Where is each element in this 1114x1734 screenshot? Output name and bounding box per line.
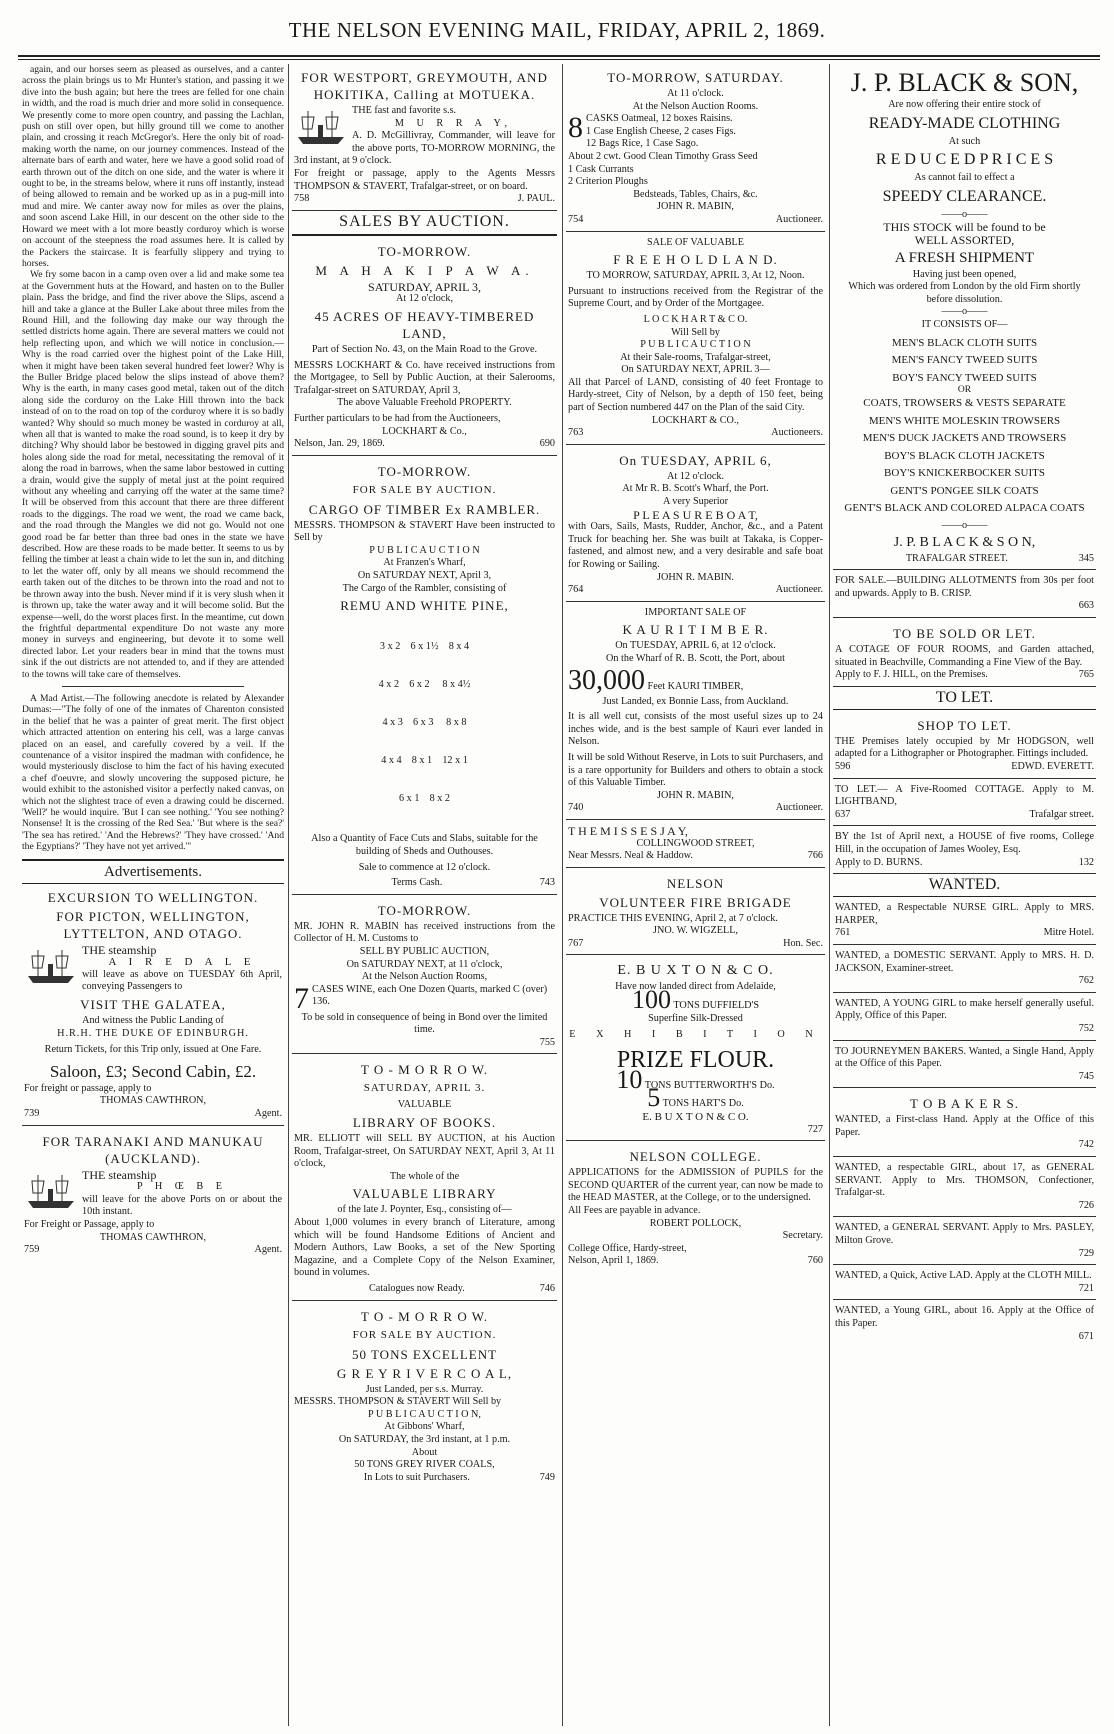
ad-text: At 12 o'clock, bbox=[395, 293, 453, 305]
ad-heading: G R E Y R I V E R C O A L, bbox=[336, 1365, 513, 1381]
size-row: 4 x 3 6 x 3 8 x 8 bbox=[382, 717, 467, 728]
ad-number: 726 bbox=[1078, 1199, 1094, 1211]
wanted-ad bbox=[833, 1302, 1096, 1347]
ad-text: A very Superior bbox=[662, 496, 729, 508]
wanted-ad bbox=[833, 947, 1096, 993]
size-row: 6 x 1 8 x 2 bbox=[399, 792, 450, 804]
ad-heading: M A H A K I P A W A. bbox=[315, 262, 534, 278]
ad-text: Feet KAURI TIMBER, bbox=[647, 680, 744, 692]
ad-text: MESSRS LOCKHART & Co. have received instructions from the Mortgagee, to Sell by Public Auction, at their Salerooms, Trafalgar-street on SATURDAY, April 3, bbox=[294, 359, 555, 396]
ad-text: Return Tickets, for this Trip only, issued at One Fare. bbox=[44, 1044, 262, 1056]
ad-text: Apply to D. BURNS. bbox=[835, 856, 923, 868]
ad-text: TO MORROW, SATURDAY, APRIL 3, At 12, Noon. bbox=[586, 270, 805, 282]
ad-number: 596 bbox=[835, 761, 851, 772]
ad-number: 345 bbox=[1078, 552, 1094, 564]
wanted-ad bbox=[833, 1219, 1096, 1265]
ad-signature: EDWD. EVERETT. bbox=[1011, 761, 1094, 772]
wanted-ad bbox=[833, 899, 1096, 945]
list-item: 2 Criterion Ploughs bbox=[568, 176, 648, 188]
wine-ad bbox=[292, 897, 557, 1055]
size-row: 4 x 4 8 x 1 12 x 1 bbox=[381, 754, 468, 766]
masthead: THE NELSON EVENING MAIL, FRIDAY, APRIL 2, 1869. bbox=[288, 18, 826, 42]
clothing-item: MEN'S DUCK JACKETS AND TROWSERS bbox=[862, 432, 1067, 445]
ad-number: 752 bbox=[1078, 1022, 1094, 1034]
wanted-ad bbox=[833, 995, 1096, 1041]
ad-text: Pursuant to instructions received from the Registrar of the Supreme Court, and by Order of the Mortgagee. bbox=[568, 285, 823, 310]
ad-number: 760 bbox=[807, 1255, 823, 1267]
ad-text: On SATURDAY NEXT, APRIL 3— bbox=[621, 364, 770, 376]
timber-ad bbox=[292, 458, 557, 895]
ad-text: As cannot fail to effect a bbox=[914, 172, 1015, 184]
ad-text: will leave for the above Ports on or about the 10th instant. bbox=[82, 1193, 282, 1218]
ad-text: Also a Quantity of Face Cuts and Slabs, suitable for the building of Sheds and Outhouses. bbox=[311, 833, 538, 857]
kauri-ad bbox=[566, 604, 825, 820]
ad-text: All that Parcel of LAND, consisting of 40 feet Frontage to Hardy-street, City of Nelson, by a depth of 150 feet, being part of Section numbered 447 on the Plan of the said City. bbox=[568, 376, 823, 414]
oatmeal-ad bbox=[566, 64, 825, 232]
ad-text: Auctioneers. bbox=[771, 427, 823, 439]
ad-text: THIS STOCK will be found to be bbox=[883, 220, 1046, 235]
ad-number: 663 bbox=[1078, 600, 1094, 612]
ad-text: TONS HART'S Do. bbox=[662, 1098, 744, 1110]
ad-text: TONS BUTTERWORTH'S Do. bbox=[644, 1079, 775, 1091]
ad-text: will leave as above on TUESDAY 6th April, conveying Passengers to bbox=[82, 968, 282, 993]
shop-to-let-ad bbox=[833, 712, 1096, 779]
ad-text: College Office, Hardy-street, bbox=[568, 1242, 687, 1254]
ad-heading: EXCURSION TO WELLINGTON. bbox=[47, 889, 259, 905]
article-paragraph: again, and our horses seem as pleased as ourselves, and a canter across the plain brings us to Mr Hunter's station, and passing it we dive into the bush again; but here the trees are felled for one chain in width, and the road is much drier and more solid in consequence. We presently come to more open country, and passing the Lachlan, push on still over open, but hilly ground till we come to another plain, and crossing it reach McGregor's. Here the only bit of road-making worth the name, on our journey commences. Instead of the alternate bars of earth and water, here we have a good solid road of earth thrown out of the ditch on one side, and the water is where it ought to be, in the streams below, where it runs off instantly, instead of being allowed to remain and be worked up as in a pug-mill into mud and mire. We canter away now for miles as over the plains, and soon ascend Lake Hill, in our descent on the other side to the Howard we meet with a lot more beastly corduroy which is worse on account of the steepness the road assumes here. It is called by the Packers the staircase. It is fearfully slippery and trying to horses. bbox=[22, 64, 284, 269]
list-item: 1 Cask Currants bbox=[568, 163, 634, 175]
ad-heading: TO-MORROW, SATURDAY. bbox=[607, 70, 784, 85]
big-number: 30,000 bbox=[568, 664, 645, 696]
ad-signature: JOHN R. MABIN. bbox=[657, 571, 734, 583]
ad-text: Will Sell by bbox=[671, 326, 720, 338]
ad-text: with Oars, Sails, Masts, Rudder, Anchor, &c., and a Patent Truck for beaching her. She was built at Takaka, is Copper-fastened, and almost new, and a very desirable and safe boat for Rowing or Sailing. bbox=[568, 521, 823, 570]
ad-signature: J. PAUL. bbox=[517, 193, 555, 205]
ad-number: 742 bbox=[1078, 1139, 1094, 1151]
timber-sizes bbox=[294, 616, 555, 830]
ad-heading: On TUESDAY, APRIL 6, bbox=[619, 452, 772, 468]
fares: Saloon, £3; Second Cabin, £2. bbox=[49, 1061, 257, 1081]
column-divider bbox=[562, 64, 563, 1726]
ad-text: Further particulars to be had from the Auctioneers, bbox=[294, 412, 501, 424]
ad-text: 50 TONS GREY RIVER COALS, bbox=[354, 1459, 495, 1471]
ad-text: At the Nelson Auction Rooms. bbox=[632, 100, 759, 112]
ad-text: Superfine Silk-Dressed bbox=[648, 1012, 743, 1024]
ad-heading: SATURDAY, APRIL 3. bbox=[363, 1082, 486, 1095]
ad-heading: R E D U C E D P R I C E S bbox=[875, 151, 1054, 169]
ad-text: Which was ordered from London by the old Firm shortly before dissolution. bbox=[848, 281, 1081, 305]
black-and-son-ad bbox=[833, 64, 1096, 570]
ad-heading: FOR SALE BY AUCTION. bbox=[352, 483, 497, 496]
ad-text: Nelson, April 1, 1869. bbox=[568, 1255, 659, 1267]
wanted-heading: WANTED. bbox=[833, 876, 1096, 897]
clothing-item: MEN'S WHITE MOLESKIN TROWSERS bbox=[868, 414, 1061, 427]
jay-ad bbox=[566, 822, 825, 868]
ad-text: P U B L I C A U C T I O N, bbox=[368, 1408, 481, 1420]
clothing-item: MEN'S BLACK CLOTH SUITS bbox=[891, 336, 1038, 349]
ad-number: 762 bbox=[1078, 975, 1094, 987]
ad-heading: VOLUNTEER FIRE BRIGADE bbox=[599, 894, 792, 910]
ad-text: Just Landed, ex Bonnie Lass, from Auckland. bbox=[602, 695, 789, 707]
ad-text: WANTED, a First-class Hand. Apply at the Office of this Paper. bbox=[835, 1114, 1094, 1138]
ad-text: A COTAGE OF FOUR ROOMS, and Garden attached, situated in Beachville, Commanding a Fine View of the Bay. bbox=[835, 644, 1094, 668]
top-rule bbox=[18, 55, 1100, 57]
ad-number: 755 bbox=[539, 1036, 555, 1048]
ad-heading: F R E E H O L D L A N D. bbox=[613, 252, 778, 268]
ad-number: 754 bbox=[568, 213, 584, 225]
ad-text: It will be sold Without Reserve, in Lots to suit Purchasers, and is a rare opportunity for Builders and others to obtain a stock of this Valuable Timber. bbox=[568, 751, 823, 789]
big-number: 10 bbox=[616, 1064, 643, 1094]
sold-or-let-ad bbox=[833, 620, 1096, 687]
ad-heading: READY-MADE CLOTHING bbox=[868, 114, 1061, 132]
ad-text: Apply to F. J. HILL, on the Premises. bbox=[835, 669, 988, 681]
clothing-item: COATS, TROWSERS & VESTS SEPARATE bbox=[863, 396, 1066, 409]
column-2 bbox=[292, 64, 557, 1726]
column-3 bbox=[566, 64, 825, 1726]
ad-number: 721 bbox=[1078, 1282, 1094, 1294]
ad-text: At their Sale-rooms, Trafalgar-street, bbox=[620, 351, 771, 363]
ad-heading: SHOP TO LET. bbox=[917, 717, 1012, 733]
ad-text: At the Nelson Auction Rooms, bbox=[361, 971, 488, 983]
ad-text: Nelson, Jan. 29, 1869. bbox=[294, 438, 385, 450]
advertisements-heading: Advertisements. bbox=[104, 863, 202, 880]
ad-heading: VALUABLE LIBRARY bbox=[352, 1186, 497, 1202]
agent-name: THOMAS CAWTHRON, bbox=[99, 1095, 207, 1107]
ad-number: 690 bbox=[539, 438, 555, 450]
ad-text: Hon. Sec. bbox=[783, 937, 823, 949]
ad-heading: TO-MORROW. bbox=[377, 463, 472, 479]
ad-text: WANTED, A YOUNG GIRL to make herself generally useful. Apply, Office of this Paper. bbox=[835, 997, 1094, 1022]
ad-text: Agent. bbox=[254, 1244, 282, 1256]
ad-text: At 12 o'clock. bbox=[666, 470, 724, 482]
ad-text: WELL ASSORTED, bbox=[914, 232, 1015, 247]
ad-heading: REMU AND WHITE PINE, bbox=[340, 598, 509, 614]
drop-numeral: 7 bbox=[294, 981, 309, 1015]
list-item: About 2 cwt. Good Clean Timothy Grass Seed bbox=[568, 150, 758, 162]
ad-signature: LOCKHART & CO., bbox=[652, 414, 739, 426]
ad-heading: J. P. BLACK & SON, bbox=[850, 68, 1079, 97]
ad-heading: TO-MORROW. bbox=[377, 243, 472, 259]
ad-text: L O C K H A R T & C O. bbox=[643, 313, 748, 325]
column-1 bbox=[22, 64, 284, 1726]
wanted-ad bbox=[833, 1043, 1096, 1089]
excursion-ad bbox=[22, 884, 284, 1126]
ad-text: APPLICATIONS for the ADMISSION of PUPILS for the SECOND QUARTER of the current year, can now be made to the HEAD MASTER, at the College, or to the undersigned. bbox=[568, 1167, 823, 1204]
wanted-ad bbox=[833, 1159, 1096, 1217]
ad-text: At Gibbons' Wharf, bbox=[384, 1421, 465, 1433]
ad-heading: K A U R I T I M B E R. bbox=[622, 622, 769, 638]
ad-heading: T H E M I S S E S J A Y, bbox=[568, 823, 688, 838]
fire-brigade-ad bbox=[566, 870, 825, 956]
list-item: 1 Case English Cheese, 2 cases Figs. bbox=[586, 125, 736, 137]
ad-text: A. D. McGillivray, Commander, will leave for the above ports, TO-MORROW MORNING, the 3rd instant, at 9 o'clock. bbox=[294, 130, 555, 167]
ad-heading: 45 ACRES OF HEAVY-TIMBERED LAND, bbox=[314, 308, 535, 341]
ad-text: H.R.H. THE DUKE OF EDINBURGH. bbox=[57, 1027, 249, 1039]
ad-heading: 50 TONS EXCELLENT bbox=[351, 1346, 498, 1362]
ad-number: 727 bbox=[807, 1123, 823, 1135]
ad-text: WANTED, a Young GIRL, about 16. Apply at the Office of this Paper. bbox=[835, 1305, 1094, 1329]
ad-number: 759 bbox=[24, 1244, 40, 1256]
ad-text: Sale to commence at 12 o'clock. bbox=[358, 861, 491, 873]
steamship-icon bbox=[24, 1171, 78, 1211]
ad-text: P L E A S U R E B O A T, bbox=[633, 507, 758, 522]
agent-name: THOMAS CAWTHRON, bbox=[99, 1231, 207, 1243]
ad-text: About bbox=[411, 1446, 438, 1458]
boat-ad bbox=[566, 447, 825, 602]
ad-heading: PRIZE FLOUR. bbox=[616, 1046, 775, 1073]
clothing-item: GENT'S PONGEE SILK COATS bbox=[890, 484, 1039, 497]
ad-signature: LOCKHART & Co., bbox=[382, 425, 467, 437]
ad-text: For Freight or Passage, apply to bbox=[24, 1218, 155, 1230]
ad-text: Auctioneer. bbox=[775, 802, 823, 814]
ad-number: 745 bbox=[1078, 1070, 1094, 1082]
ad-heading: T O - M O R R O W. bbox=[360, 1062, 489, 1078]
college-ad bbox=[566, 1143, 825, 1272]
ad-text: Are now offering their entire stock of bbox=[888, 99, 1041, 110]
ad-heading: NELSON bbox=[666, 875, 725, 891]
house-to-let-ad bbox=[833, 828, 1096, 874]
ad-number: 767 bbox=[568, 937, 584, 949]
ad-text: MR. ELLIOTT will SELL BY AUCTION, at his Auction Room, Trafalgar-street, On SATURDAY NEXT, April 3, At 11 o'clock, bbox=[294, 1133, 555, 1170]
ad-signature: JNO. W. WIGZELL, bbox=[653, 925, 738, 937]
wanted-ad bbox=[833, 1267, 1096, 1300]
ad-number: 671 bbox=[1078, 1330, 1094, 1342]
ad-text: Having just been opened, bbox=[912, 268, 1017, 280]
size-row: 3 x 2 6 x 1½ 8 x 4 bbox=[379, 641, 470, 653]
ad-text: P U B L I C A U C T I O N bbox=[369, 544, 480, 556]
ad-number: 763 bbox=[568, 427, 584, 439]
mad-artist-article bbox=[22, 693, 284, 853]
ad-text: The whole of the bbox=[389, 1170, 460, 1182]
ad-text: FOR SALE.—BUILDING ALLOTMENTS from 30s per foot and upwards. Apply to B. CRISP. bbox=[835, 575, 1094, 599]
ad-signature: J. P. B L A C K & S O N, bbox=[893, 534, 1036, 550]
ad-text: IMPORTANT SALE OF bbox=[644, 606, 747, 618]
drop-numeral: 8 bbox=[568, 111, 583, 145]
ad-number: 766 bbox=[807, 850, 823, 862]
ad-number: 743 bbox=[539, 877, 555, 889]
article-paragraph: We fry some bacon in a camp oven over a lid and make some tea at the Government huts at the Howard, and hasten on to the Buller plain. Pass the bridge, and find the river above the Slips, ascend a hill and take a glance at the Buller Lake about three miles from the Round Hill, and the following day make our way through the settled districts home again. There are several matters we could not help reflecting upon, and which we will notice in conclusion.—Why is the road carried over the highest point of the Lake Hill, when it might have been taken several hundred feet lower? Why is the Buller Bridge placed below the slips instead of above them? Why is the earth, in many cases good metal, taken out of the ditch along side the corduroy on the Lake Hill thrown into the back instead of on to the road on top of the corduroy where it is so badly wanted? Why should so much money be wasted in corduroy at all, when all that is wanted to make the road sound, is to keep it dry by ditching? Why should labor be bestowed in digging gravel pits and holes along side the road for metal, necessitating the removal of it along the road in barrows, when the same labor bestowed in cutting a drain, would give the supply of metal just at the point required without any wheeling and carrying off the water at the same time? It will be observed from this account that there are three different roads to the diggings. The road we went, the road we came back, and the road through the Mangles we did not go. Would not one good road be far better than three bad ones in the state we have described. How are these roads to be made better. It seems to us by felling the timber at least a chain wide to let the sun in, and ditching to let the water off, only by all means we should recommend the earth taken out of the ditches to be thrown into the road and not to be thrown away into the bush. Never mind if it is very slush when it is thrown up, take the water away and it will become solid. But the expense—well, do the worst places first. In the meantime, cut down the frightful departmental expenditure Do not waste any more money in surveys and engineering, but devote it to some well directed labor. Let your readers bear in mind that the towns must sink if the out districts are not attended to, and if they are attended to the towns will take care of themselves. bbox=[22, 269, 284, 680]
ad-heading: A FRESH SHIPMENT bbox=[894, 249, 1035, 266]
big-number: 100 bbox=[631, 985, 671, 1015]
ad-text: On SATURDAY NEXT, at 11 o'clock, bbox=[346, 958, 503, 970]
big-number: 5 bbox=[647, 1083, 661, 1113]
ad-text: MESSRS. THOMPSON & STAVERT Have been instructed to Sell by bbox=[294, 519, 555, 544]
ad-text: The above Valuable Freehold PROPERTY. bbox=[337, 397, 512, 409]
sales-by-auction-heading: SALES BY AUCTION. bbox=[292, 213, 557, 236]
ad-text: TO LET.— A Five-Roomed COTTAGE. Apply to M. LIGHTBAND, bbox=[835, 783, 1094, 808]
ad-text: On TUESDAY, APRIL 6, at 12 o'clock. bbox=[615, 640, 776, 652]
clothing-item: BOY'S BLACK CLOTH JACKETS bbox=[884, 449, 1045, 462]
ad-text: On the Wharf of R. B. Scott, the Port, about bbox=[606, 652, 785, 664]
ship-name: P H Œ B E bbox=[137, 1181, 227, 1193]
ad-text: TONS DUFFIELD'S bbox=[673, 1000, 760, 1012]
clothing-item: MEN'S FANCY TWEED SUITS bbox=[891, 354, 1038, 367]
ad-text: SALE OF VALUABLE bbox=[647, 236, 744, 248]
ad-text: CASES WINE, each One Dozen Quarts, marked C (over) 136. bbox=[312, 983, 548, 1008]
ad-heading: LIBRARY OF BOOKS. bbox=[352, 1115, 497, 1131]
steamship-icon bbox=[294, 107, 348, 147]
ad-text: THE steamship bbox=[82, 1167, 157, 1182]
ad-number: 758 bbox=[294, 193, 310, 205]
steamship-icon bbox=[24, 946, 78, 986]
ad-heading: NELSON COLLEGE. bbox=[629, 1149, 762, 1165]
clothing-item: BOY'S KNICKERBOCKER SUITS bbox=[884, 467, 1045, 480]
ad-text: For freight or passage, apply to bbox=[24, 1082, 152, 1094]
freehold-ad bbox=[566, 234, 825, 445]
ad-text: At 11 o'clock. bbox=[667, 88, 724, 99]
coal-ad bbox=[292, 1303, 557, 1489]
ad-text: About 1,000 volumes in every branch of Literature, among which will be found Handsome Editions of Ancient and Modern Authors, Law Books, a set of the New Sporting Magazine, and a Complete Copy of the Nelson Examiner, bound in volumes. bbox=[294, 1217, 555, 1279]
taranaki-ad bbox=[22, 1128, 284, 1261]
ad-number: 729 bbox=[1078, 1247, 1094, 1259]
ad-text: IT CONSISTS OF— bbox=[921, 318, 1008, 330]
ad-text: It is all well cut, consists of the most useful sizes up to 24 inches wide, and is the best sample of Kauri ever landed in Nelson. bbox=[568, 711, 823, 748]
to-let-heading: TO LET. bbox=[833, 689, 1096, 710]
ad-number: 637 bbox=[835, 808, 851, 820]
clothing-item: GENT'S BLACK AND COLORED ALPACA COATS bbox=[844, 502, 1085, 515]
ad-text: TO JOURNEYMEN BAKERS. Wanted, a Single Hand, Apply at the Office of this Paper. bbox=[835, 1045, 1094, 1070]
column-4 bbox=[833, 64, 1096, 1726]
allotments-ad bbox=[833, 572, 1096, 618]
ad-text: Catalogues now Ready. bbox=[368, 1283, 465, 1294]
ad-text: PRACTICE THIS EVENING, April 2, at 7 o'clock. bbox=[568, 912, 778, 924]
westport-ad bbox=[292, 64, 557, 211]
ad-text: To be sold in consequence of being in Bond over the limited time. bbox=[301, 1011, 548, 1036]
ad-text: Agent. bbox=[254, 1107, 282, 1119]
ad-text: For freight or passage, apply to the Agents Messrs THOMPSON & STAVERT, Trafalgar-street, or on board. bbox=[294, 167, 555, 192]
ad-heading: TO-MORROW. bbox=[377, 902, 472, 918]
ad-text: At Franzen's Wharf, bbox=[383, 557, 466, 569]
ad-text: At such bbox=[948, 135, 981, 147]
top-rule-thin bbox=[18, 59, 1100, 60]
ad-text: Have now landed direct from Adelaide, bbox=[615, 981, 776, 993]
ad-text: VALUABLE bbox=[397, 1099, 452, 1111]
ornament: ——o—— bbox=[941, 306, 988, 318]
ad-text: E X H I B I T I O N bbox=[569, 1029, 822, 1041]
ad-text: Secretary. bbox=[782, 1230, 823, 1242]
ad-signature: ROBERT POLLOCK, bbox=[649, 1217, 742, 1229]
ad-text: All Fees are payable in advance. bbox=[568, 1205, 701, 1216]
road-article bbox=[22, 64, 284, 680]
ad-heading: FOR TARANAKI AND MANUKAU (AUCKLAND). bbox=[42, 1133, 264, 1166]
clothing-item: OR bbox=[957, 385, 972, 396]
list-item: CASKS Oatmeal, 12 boxes Raisins. bbox=[586, 113, 733, 125]
ad-text: BY the 1st of April next, a HOUSE of five rooms, College Hill, in the occupation of James Wooley, Esq. bbox=[835, 831, 1094, 855]
clothing-item: BOY'S FANCY TWEED SUITS bbox=[892, 371, 1037, 384]
ad-text: COLLINGWOOD STREET, bbox=[636, 837, 755, 849]
list-item: Bedsteads, Tables, Chairs, &c. bbox=[633, 188, 758, 200]
ad-heading: TO BE SOLD OR LET. bbox=[893, 626, 1036, 642]
library-ad bbox=[292, 1056, 557, 1300]
ad-heading: SPEEDY CLEARANCE. bbox=[882, 187, 1047, 205]
ad-text: TRAFALGAR STREET. bbox=[905, 552, 1008, 564]
ship-name: M U R R A Y, bbox=[394, 117, 513, 129]
ad-text: SELL BY PUBLIC AUCTION, bbox=[359, 945, 490, 957]
ad-text: Trafalgar street. bbox=[1029, 808, 1094, 820]
ad-text: Auctioneer. bbox=[775, 213, 823, 225]
ad-text: SATURDAY, APRIL 3, bbox=[368, 279, 481, 294]
ad-text: THE Premises lately occupied by Mr HODGSON, well adapted for a Lithographer or Photographer. Fittings included. bbox=[835, 735, 1094, 760]
ad-text: In Lots to suit Purchasers. bbox=[363, 1471, 470, 1483]
ad-text: WANTED, a Quick, Active LAD. Apply at the CLOTH MILL. bbox=[835, 1270, 1092, 1282]
ad-number: 739 bbox=[24, 1107, 40, 1119]
ad-text: MR. JOHN R. MABIN has received instructions from the Collector of H. M. Customs to bbox=[294, 920, 555, 945]
ad-text: WANTED, a GENERAL SERVANT. Apply to Mrs. PASLEY, Milton Grove. bbox=[835, 1222, 1094, 1247]
ad-number: 746 bbox=[539, 1283, 555, 1294]
wanted-ad bbox=[833, 1090, 1096, 1157]
ad-text: Part of Section No. 43, on the Main Road to the Grove. bbox=[311, 343, 538, 355]
ad-number: 765 bbox=[1078, 669, 1094, 681]
ad-heading: T O B A K E R S. bbox=[910, 1096, 1019, 1112]
ad-number: 761 bbox=[835, 927, 851, 939]
ad-number: 749 bbox=[539, 1471, 555, 1483]
ad-text: Terms Cash. bbox=[391, 877, 443, 889]
ad-heading: FOR SALE BY AUCTION. bbox=[352, 1328, 497, 1341]
mahakipawa-ad bbox=[292, 238, 557, 456]
ad-text: WANTED, a respectable GIRL, about 17, as GENERAL SERVANT. Apply to Mrs. THOMSON, Confectioner, Trafalgar-st. bbox=[835, 1162, 1094, 1199]
ad-text: On SATURDAY, the 3rd instant, at 1 p.m. bbox=[338, 1433, 511, 1445]
ad-heading: VISIT THE GALATEA, bbox=[80, 997, 226, 1012]
ad-heading: CARGO OF TIMBER Ex RAMBLER. bbox=[308, 501, 541, 517]
ad-number: 740 bbox=[568, 802, 584, 814]
ad-heading: FOR WESTPORT, GREYMOUTH, AND HOKITIKA, Calling at MOTUEKA. bbox=[301, 70, 548, 102]
ad-text: P U B L I C A U C T I O N bbox=[640, 339, 751, 351]
ad-signature: JOHN R. MABIN, bbox=[657, 789, 734, 801]
ship-name: A I R E D A L E bbox=[108, 956, 256, 969]
ad-subheading: FOR PICTON, WELLINGTON, LYTTELTON, AND OTAGO. bbox=[56, 908, 250, 941]
ad-text: Just Landed, per s.s. Murray. bbox=[365, 1383, 484, 1395]
ad-text: At Mr R. B. Scott's Wharf, the Port. bbox=[622, 483, 769, 495]
cottage-to-let-ad bbox=[833, 781, 1096, 827]
ad-text: MESSRS. THOMPSON & STAVERT Will Sell by bbox=[294, 1396, 502, 1408]
ad-text: Near Messrs. Neal & Haddow. bbox=[568, 850, 693, 862]
ad-number: 764 bbox=[568, 584, 584, 596]
ornament: ——o—— bbox=[941, 520, 988, 532]
ad-text: THE steamship bbox=[82, 942, 157, 957]
ad-text: Mitre Hotel. bbox=[1043, 927, 1094, 939]
ad-text: WANTED, a DOMESTIC SERVANT. Apply to MRS. H. D. JACKSON, Examiner-street. bbox=[835, 949, 1094, 974]
ad-signature: E. B U X T O N & C O. bbox=[642, 1111, 749, 1124]
ad-text: WANTED, a Respectable NURSE GIRL. Apply to MRS. HARPER, bbox=[835, 902, 1094, 926]
ad-number: 132 bbox=[1078, 856, 1094, 868]
ad-heading: E. B U X T O N & C O. bbox=[617, 963, 774, 979]
ad-heading: T O - M O R R O W. bbox=[360, 1308, 489, 1324]
ad-text: of the late J. Poynter, Esq., consisting of— bbox=[337, 1204, 512, 1216]
ad-text: And witness the Public Landing of bbox=[82, 1015, 224, 1026]
list-item: 12 Bags Rice, 1 Case Sago. bbox=[586, 138, 699, 150]
size-row: 4 x 2 6 x 2 8 x 4½ bbox=[378, 679, 471, 691]
ad-text: On SATURDAY NEXT, April 3, bbox=[357, 570, 492, 582]
buxton-ad bbox=[566, 957, 825, 1141]
article-paragraph: A Mad Artist.—The following anecdote is related by Alexander Dumas:—"The folly of one of the inmates of Charenton consisted in the belief that he was a painter of great merit. The first object which attracted attention on entering his cell, was a large canvas placed on an easel, and carefully covered by a veil. If the countenance of a visitor inspired the madman with confidence, he would mysteriously disclose to him the fact of his having executed a chef d'oeuvre, and slowly uncovering the supposed picture, he would exhibit to the astonished visitor a perfectly naked canvas, on which not the slightest trace of even a drawing could be discerned. 'Well?' he would inquire. 'But I can see nothing.' 'You see nothing? Nonsense! It is the crossing of the Red Sea.' 'But where is the sea?' 'The sea has retired.' 'And the Hebrews?' 'They have crossed.' 'And the Egyptians?' 'They have not yet arrived.'" bbox=[22, 692, 284, 853]
column-divider bbox=[829, 64, 830, 1726]
ad-signature: JOHN R. MABIN, bbox=[657, 201, 734, 213]
column-divider bbox=[288, 64, 289, 1726]
ad-text: Auctioneer. bbox=[775, 584, 823, 596]
ad-text: The Cargo of the Rambler, consisting of bbox=[342, 582, 507, 594]
ornament: ——o—— bbox=[941, 208, 988, 220]
ad-text: THE fast and favorite s.s. bbox=[352, 105, 457, 116]
